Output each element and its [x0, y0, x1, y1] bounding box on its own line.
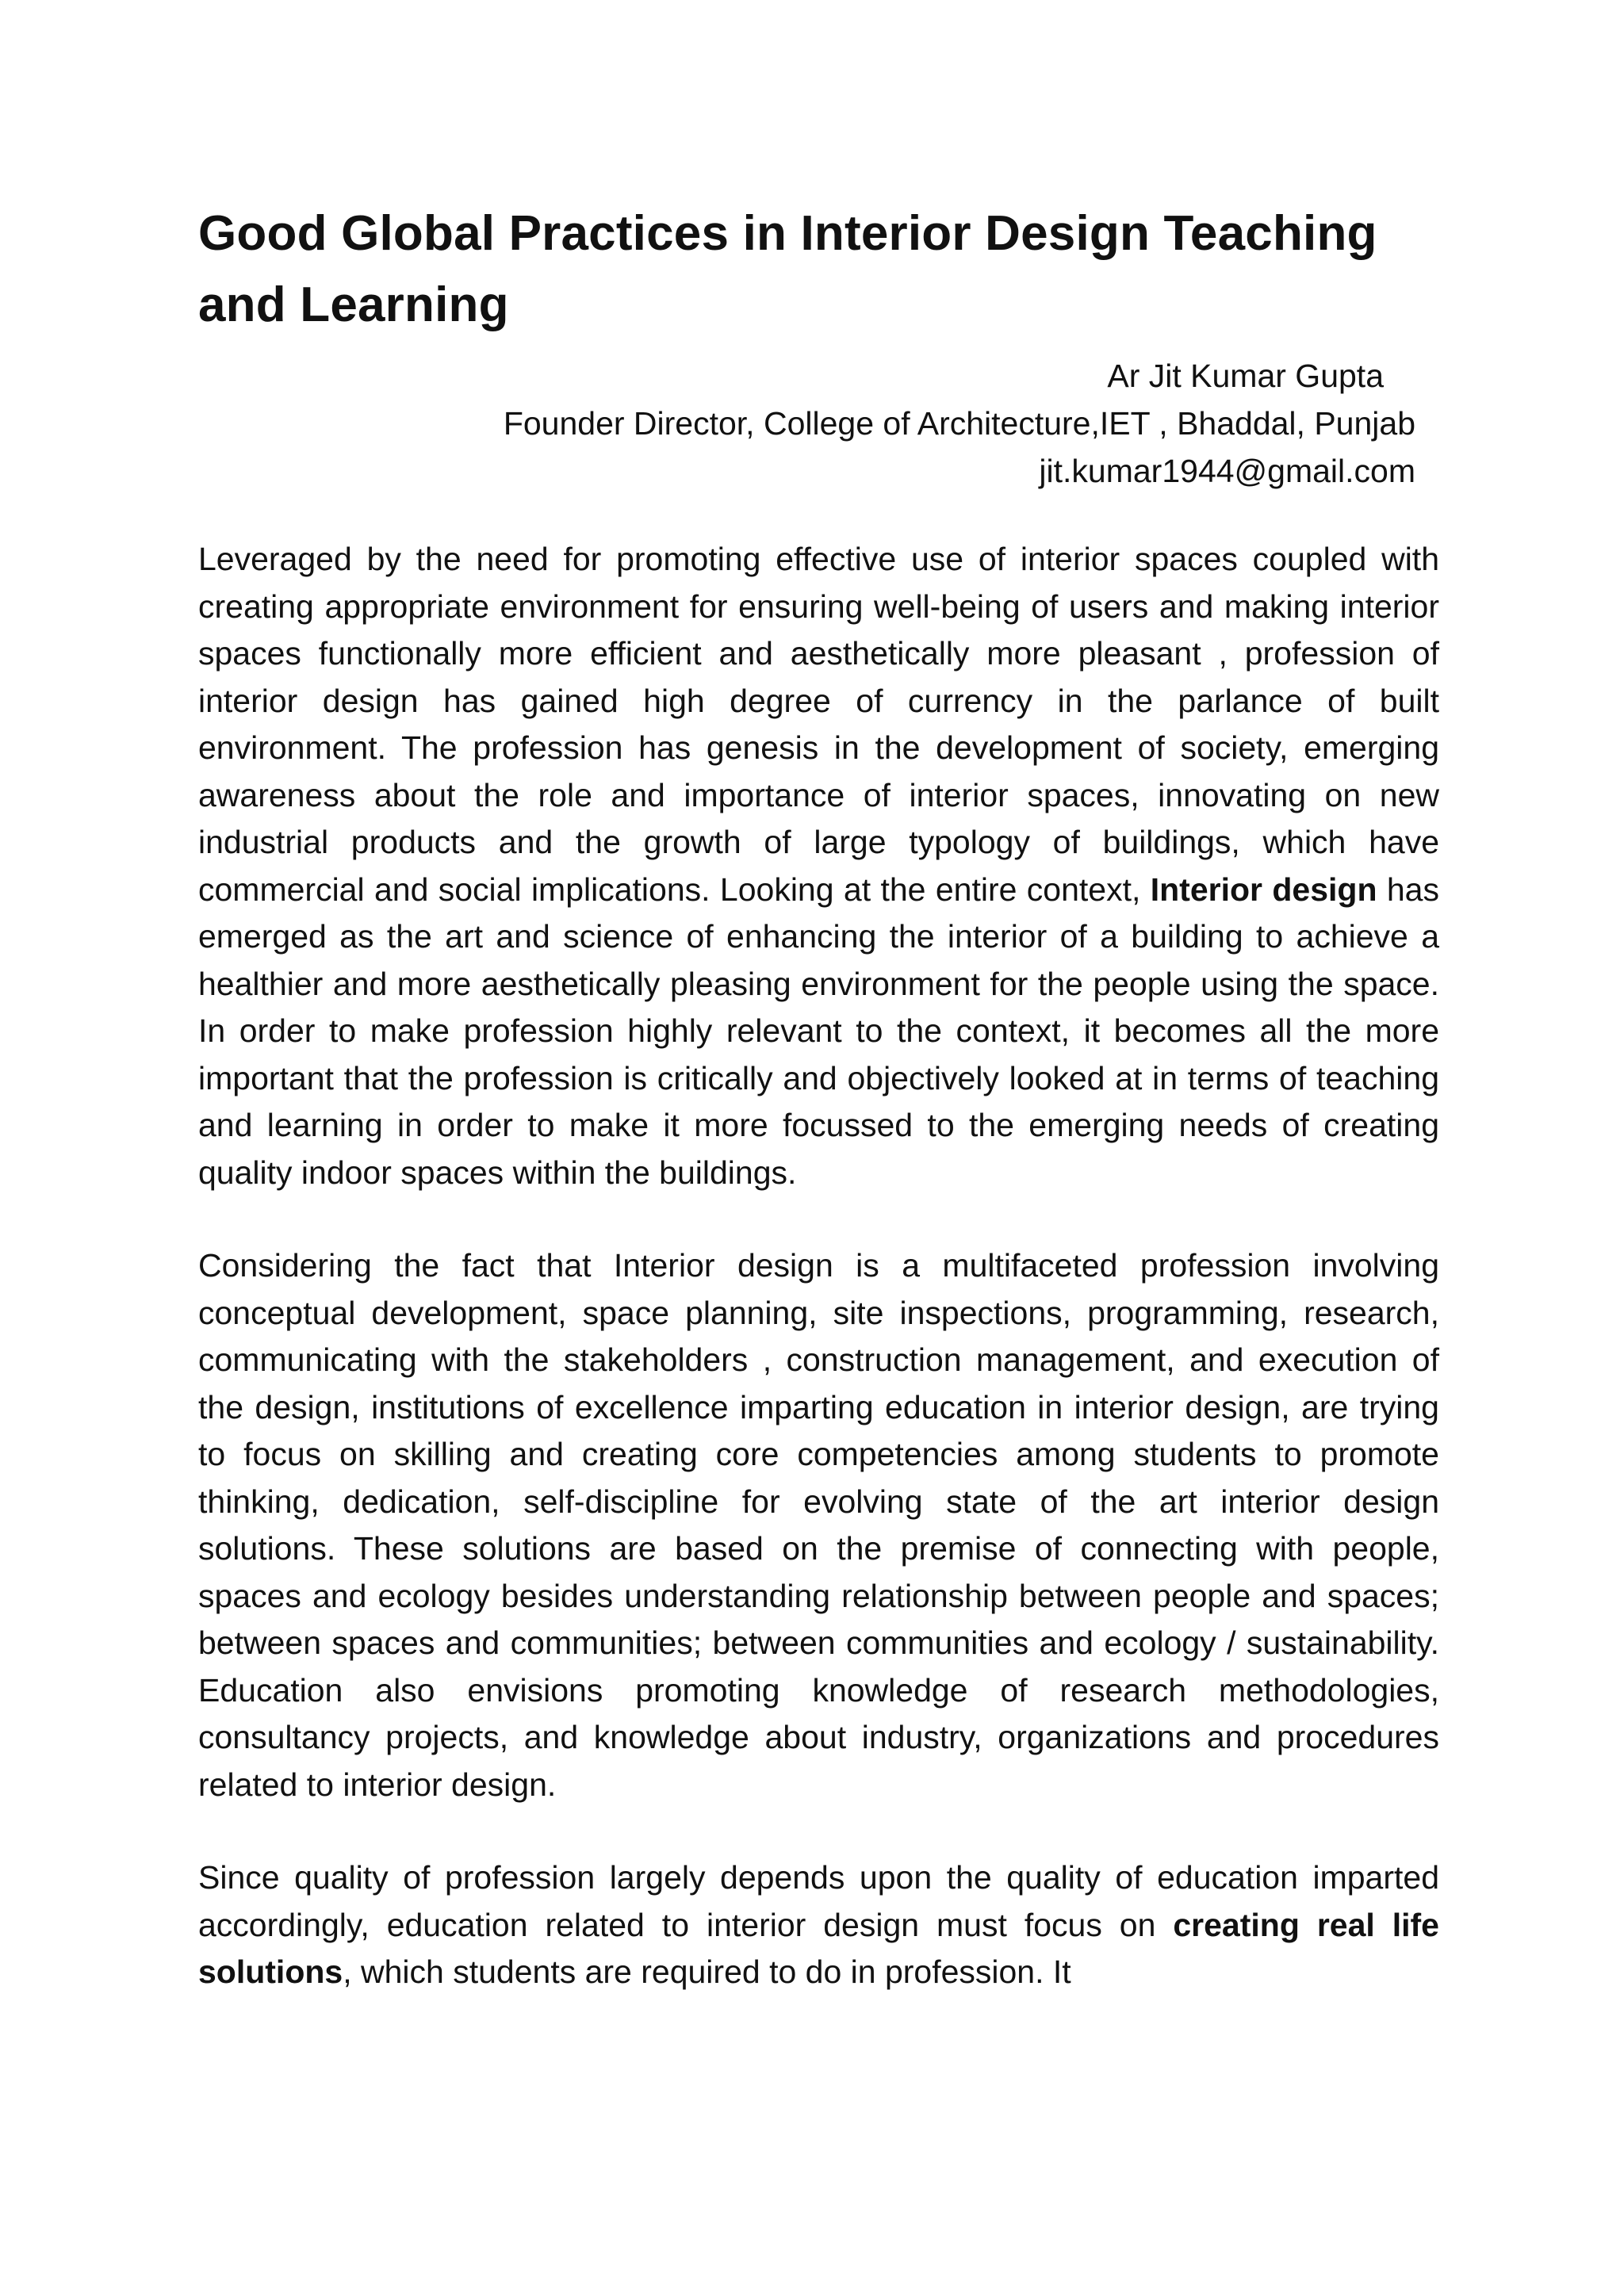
author-affiliation: Founder Director, College of Architecture,IET , Bhaddal, Punjab — [503, 405, 1415, 442]
paragraph-3-text-b: , which students are required to do in profession. It — [343, 1954, 1071, 1990]
paragraph-1-bold-term: Interior design — [1150, 871, 1377, 908]
paragraph-1-text-a: Leveraged by the need for promoting effective use of interior spaces coupled with creating appropriate environment for ensuring well-being of users and making interior spaces functionally more efficient and aesthetically more pleasant , profession of interior design has gained high degree of currency in the parlance of built environment. The profession has genesis in the development of society, emerging awareness about the role and importance of interior spaces, innovating on new industrial products and the growth of large typology of buildings, which have commercial and social implications. Looking at the entire context, — [198, 541, 1439, 908]
paragraph-1-text-b: has emerged as the art and science of enhancing the interior of a building to achieve a healthier and more aesthetically pleasing environment for the people using the space. In order to make profession highly relevant to the context, it becomes all the more important that the profession is critically and objectively looked at in terms of teaching and learning in order to make it more focussed to the emerging needs of creating quality indoor spaces within the buildings. — [198, 871, 1439, 1191]
document-page — [198, 198, 1439, 1996]
paragraph-1 — [198, 536, 1439, 1196]
author-name: Ar Jit Kumar Gupta — [1107, 358, 1384, 394]
paragraph-3 — [198, 1854, 1439, 1996]
document-title: Good Global Practices in Interior Design Teaching and Learning — [198, 206, 1377, 332]
paragraph-2: Considering the fact that Interior design is a multifaceted profession involving conceptual development, space planning, site inspections, programming, research, communicating with the stakeholders , construction management, and execution of the design, institutions of excellence imparting education in interior design, are trying to focus on skilling and creating core competencies among students to promote thinking, dedication, self-discipline for evolving state of the art interior design solutions. These solutions are based on the premise of connecting with people, spaces and ecology besides understanding relationship between people and spaces; between spaces and communities; between communities and ecology / sustainability. Education also envisions promoting knowledge of research methodologies, consultancy projects, and knowledge about industry, organizations and procedures related to interior design. — [198, 1247, 1439, 1803]
paragraph-3-bold-term: creating real life solutions — [198, 1906, 1439, 1990]
author-email: jit.kumar1944@gmail.com — [1039, 453, 1415, 489]
paragraph-3-text-a: Since quality of profession largely depends upon the quality of education imparted accordingly, education related to interior design must focus on — [198, 1859, 1439, 1943]
author-block — [198, 352, 1439, 495]
